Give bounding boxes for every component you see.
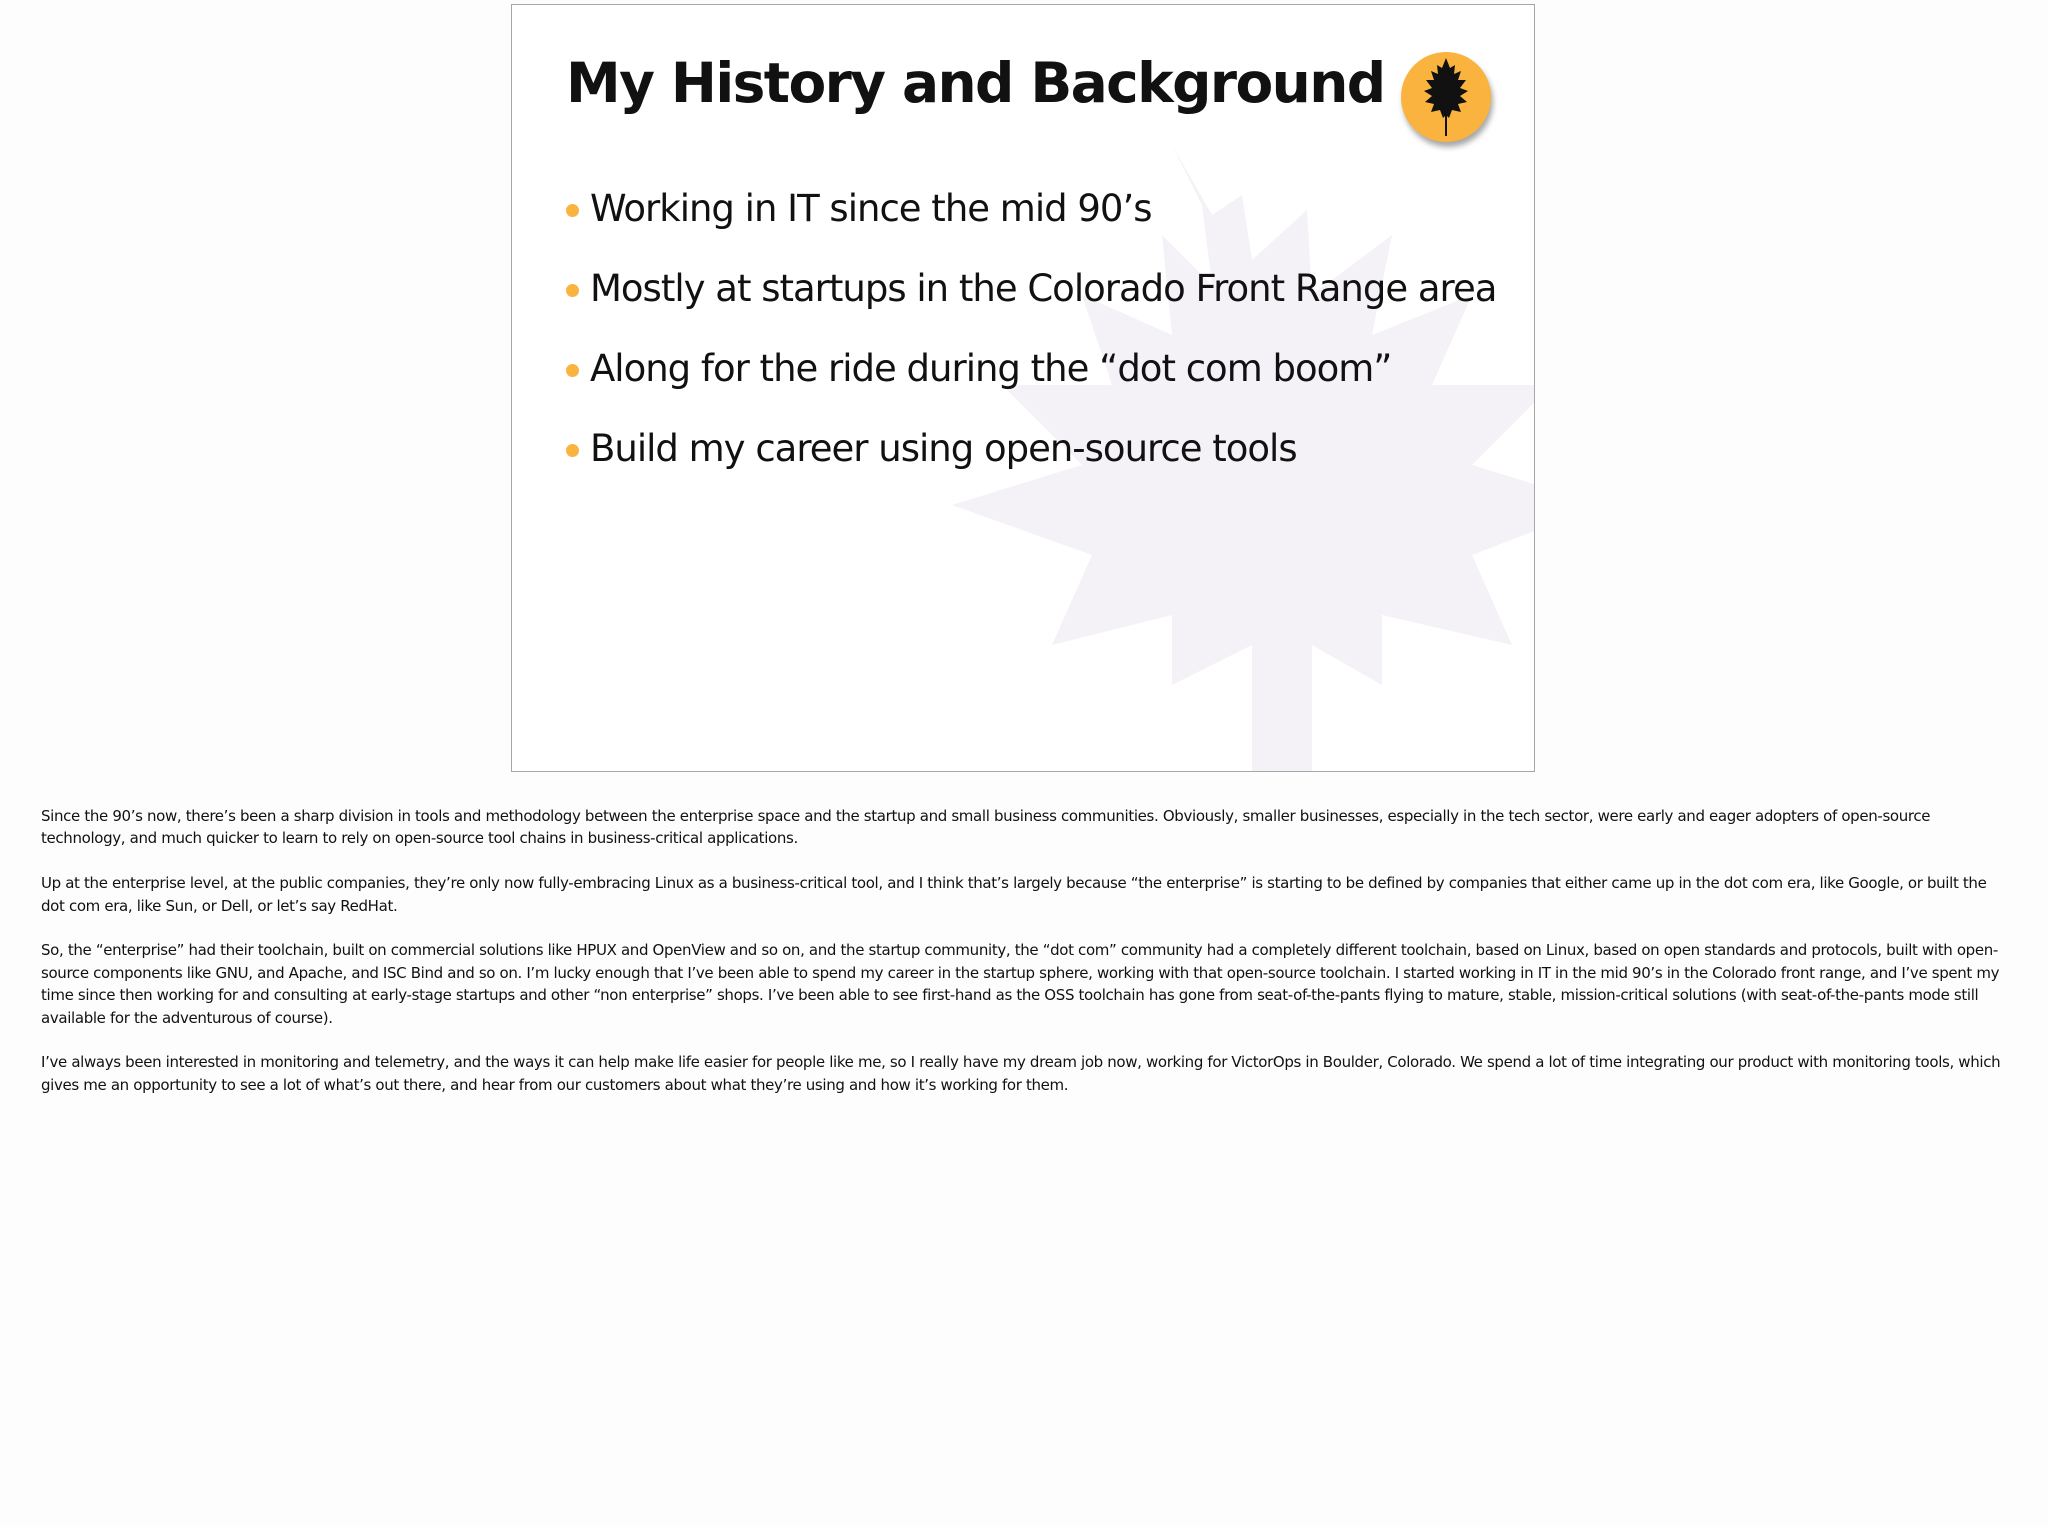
bullet-dot-icon [566, 444, 579, 457]
bullet-text: Along for the ride during the “dot com boom” [590, 347, 1392, 390]
notes-paragraph: Up at the enterprise level, at the public companies, they’re only now fully-embracing Linux as a business-critical tool, and I think that’s largely because “the enterprise” is starting to be defined by companies that either came up in the dot com era, like Google, or built the dot com era, like Sun, or Dell, or let’s say RedHat. [41, 874, 1987, 915]
bullet-dot-icon [566, 284, 579, 297]
bullet-text: Working in IT since the mid 90’s [590, 187, 1152, 230]
notes-paragraph: I’ve always been interested in monitoring and telemetry, and the ways it can help make life easier for people like me, so I really have my dream job now, working for VictorOps in Boulder, Colorado. We spend a lot of time integrating our product with monitoring tools, which gives me an opportunity to see a lot of what’s out there, and hear from our customers about what they’re using and how it’s working for them. [41, 1053, 2001, 1094]
notes-paragraph: So, the “enterprise” had their toolchain, built on commercial solutions like HPUX and OpenView and so on, and the startup community, the “dot com” community had a completely different toolchain, based on Linux, based on open standards and protocols, built with open-source components like GNU, and Apache, and ISC Bind and so on. I’m lucky enough that I’ve been able to spend my career in the startup sphere, working with that open-source toolchain. I started working in IT in the mid 90’s in the Colorado front range, and I’ve spent my time since then working for and consulting at early-stage startups and other “non enterprise” shops. I’ve been able to see first-hand as the OSS toolchain has gone from seat-of-the-pants flying to mature, stable, mission-critical solutions (with seat-of-the-pants mode still available for the adventurous of course). [41, 941, 2000, 1027]
slide-thumbnail [511, 4, 1535, 772]
logo-badge [1401, 52, 1491, 142]
speaker-notes [41, 805, 2006, 1119]
oak-leaf-icon [1401, 52, 1491, 142]
notes-paragraph: Since the 90’s now, there’s been a sharp division in tools and methodology between the enterprise space and the startup and small business communities. Obviously, smaller businesses, especially in the tech sector, were early and eager adopters of open-source technology, and much quicker to learn to rely on open-source tool chains in business-critical applications. [41, 807, 1931, 848]
bullet-text: Mostly at startups in the Colorado Front Range area [590, 267, 1497, 310]
bullet-dot-icon [566, 204, 579, 217]
bullet-dot-icon [566, 364, 579, 377]
slide-title: My History and Background [566, 51, 1385, 115]
bullet-text: Build my career using open-source tools [590, 427, 1297, 470]
